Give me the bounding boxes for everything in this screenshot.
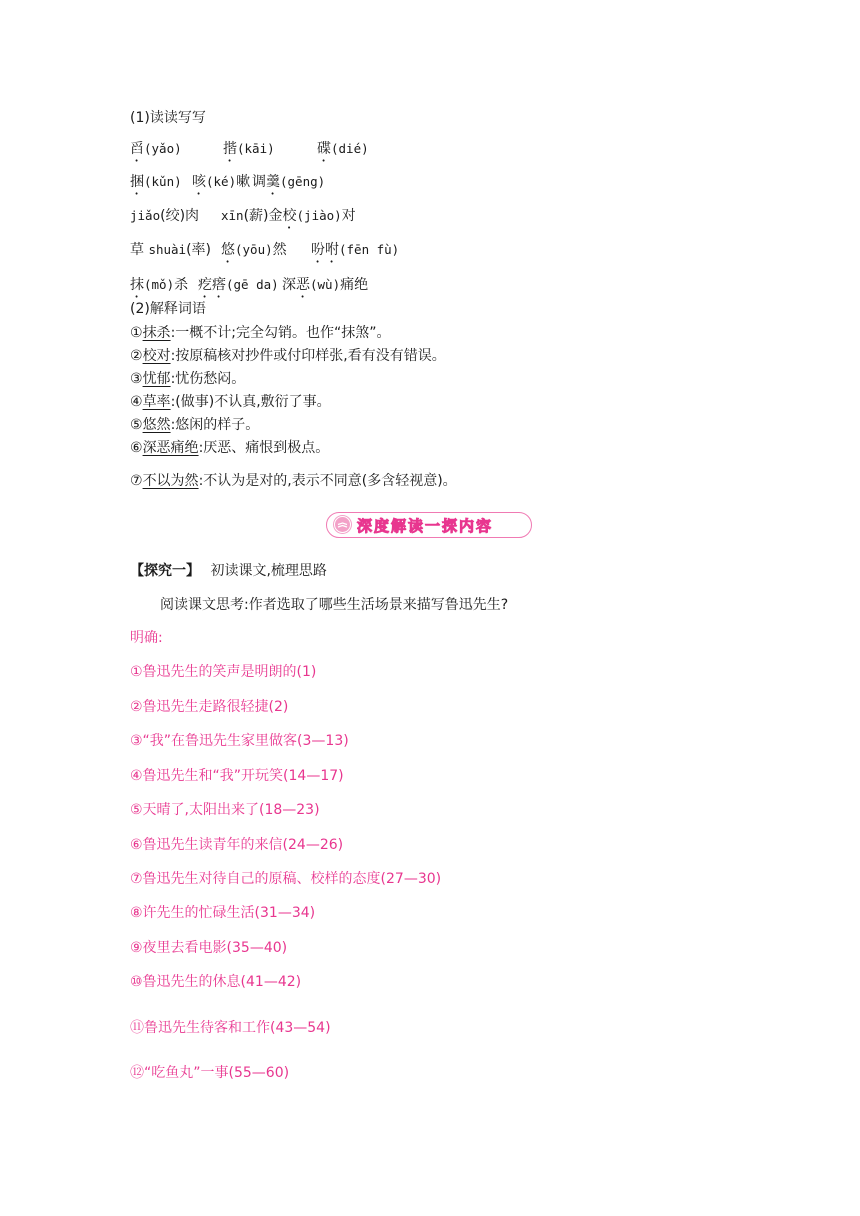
vocab-pinyin: (dié) [331,141,369,156]
answer-item: ⑤天晴了,太阳出来了(18—23) [130,802,320,818]
vocab-row [221,240,287,266]
vocab-pinyin: (gē da) [226,277,279,292]
vocab-row [130,275,188,301]
term: 忧郁 [142,371,171,387]
section-banner [326,512,532,538]
item-number: ④ [130,394,143,410]
definition: :厌恶、痛恨到极点。 [198,440,330,456]
vocab-char: 杀 [174,277,189,293]
banner-title: 深度解读一探内容 [357,517,494,535]
explore-question: 阅读课文思考:作者选取了哪些生活场景来描写鲁迅先生? [160,597,509,613]
vocab-row [252,172,325,198]
vocab-pinyin: (kāi) [237,141,275,156]
vocab-row [198,275,279,301]
vocab-char: (率) [186,242,212,258]
explore-heading [130,561,327,581]
item-number: ⑥ [130,440,143,456]
explain-item [130,323,391,343]
answer-label: 明确: [130,630,163,646]
answer-item: ②鲁迅先生走路很轻捷(2) [130,699,289,715]
definition: :(做事)不认真,敷衍了事。 [170,394,331,410]
item-number: ⑦ [130,473,143,489]
vocab-char: (薪)金 [243,208,283,224]
definition: :一概不计;完全勾销。也作“抹煞”。 [170,325,391,341]
definition: :按原稿核对抄件或付印样张,看有没有错误。 [170,348,446,364]
vocab-pinyin: (gēng) [280,174,326,189]
answer-item: ③“我”在鲁迅先生家里做客(3—13) [130,733,349,749]
explain-item [130,471,457,491]
vocab-char: 恶 [296,277,310,293]
vocab-pinyin: xīn [221,208,244,223]
vocab-pinyin: (fēn fù) [339,242,400,257]
answer-item: ⑪鲁迅先生待客和工作(43—54) [130,1020,331,1036]
term: 深恶痛绝 [142,440,199,456]
vocab-char: 碟 [317,141,331,157]
vocab-row [130,172,182,198]
vocab-char: 吩咐 [311,242,339,258]
term: 抹杀 [142,325,171,341]
vocab-row [317,139,369,165]
vocab-pinyin: (yōu) [235,242,273,257]
term: 不以为然 [142,473,199,489]
vocab-char: 揩 [223,141,237,157]
vocab-char: 痛绝 [340,277,369,293]
vocab-row [130,240,211,260]
term: 草率 [142,394,171,410]
vocab-row [282,275,368,301]
vocab-pinyin: (ké) [206,174,237,189]
vocab-pinyin: (yǎo) [144,141,182,156]
vocab-char: 疙瘩 [198,277,226,293]
answer-item: ①鲁迅先生的笑声是明朗的(1) [130,664,317,680]
vocab-row [130,139,182,165]
explore-label: 【探究一】 [130,563,200,579]
term: 悠然 [142,417,171,433]
vocab-pinyin: (jiào) [296,208,342,223]
section-heading-explain: (2)解释词语 [130,301,206,317]
vocab-char: 草 [130,242,144,258]
vocab-row [311,240,399,266]
answer-item: ⑩鲁迅先生的休息(41—42) [130,974,302,990]
vocab-char: 然 [272,242,287,258]
vocab-row [192,172,250,198]
vocab-char: 舀 [130,141,144,157]
vocab-char: 校 [282,208,297,224]
vocab-pinyin: jiǎo [130,208,161,223]
vocab-row [223,139,275,165]
vocab-char: 捆 [130,174,144,190]
definition: :悠闲的样子。 [170,417,260,433]
answer-item: ⑦鲁迅先生对待自己的原稿、校样的态度(27—30) [130,871,442,887]
book-icon [333,515,352,534]
vocab-char: 深 [282,277,296,293]
vocab-char: 咳 [192,174,206,190]
vocab-pinyin: (mǒ) [144,277,175,292]
term: 校对 [142,348,171,364]
definition: :忧伤愁闷。 [170,371,246,387]
explain-item [130,369,245,389]
vocab-char: 调 [252,174,266,190]
vocab-char: 悠 [221,242,235,258]
vocab-char: (绞)肉 [160,208,200,224]
vocab-pinyin: (kǔn) [144,174,182,189]
vocab-pinyin: (wù) [310,277,341,292]
vocab-row [221,206,356,232]
answer-item: ⑧许先生的忙碌生活(31—34) [130,905,316,921]
explain-item [130,438,329,458]
explain-item [130,415,259,435]
vocab-char: 羹 [266,174,280,190]
vocab-row [130,206,199,226]
explain-item [130,346,446,366]
explore-title: 初读课文,梳理思路 [210,563,327,579]
answer-item: ④鲁迅先生和“我”开玩笑(14—17) [130,768,344,784]
answer-item: ⑨夜里去看电影(35—40) [130,940,288,956]
item-number: ⑤ [130,417,143,433]
section-heading-read-write: (1)读读写写 [130,110,206,126]
item-number: ③ [130,371,143,387]
answer-item: ⑫“吃鱼丸”一事(55—60) [130,1065,290,1081]
vocab-pinyin: shuài [148,242,187,257]
vocab-char: 对 [341,208,356,224]
definition: :不认为是对的,表示不同意(多含轻视意)。 [198,473,457,489]
vocab-char: 嗽 [236,174,251,190]
answer-item: ⑥鲁迅先生读青年的来信(24—26) [130,837,344,853]
item-number: ② [130,348,143,364]
item-number: ① [130,325,143,341]
vocab-char: 抹 [130,277,144,293]
explain-item [130,392,331,412]
